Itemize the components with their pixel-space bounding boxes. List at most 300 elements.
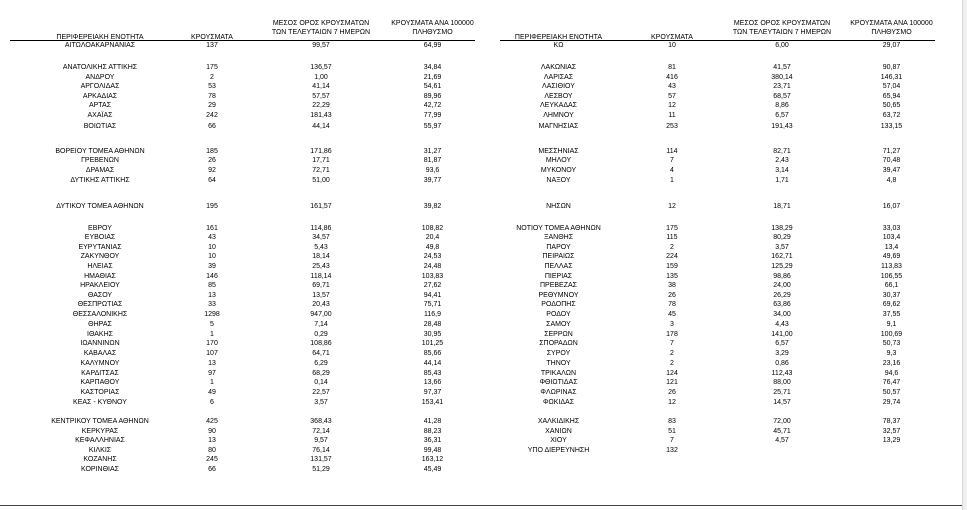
- region-name: ΜΕΣΣΗΝΙΑΣ: [538, 148, 579, 155]
- cases-per-100k-value: 57,04: [882, 83, 901, 90]
- cases-per-100k-value: 27,62: [423, 282, 442, 289]
- region-name: ΡΟΔΟΥ: [546, 311, 571, 318]
- cases-per-100k-value: 37,55: [882, 311, 901, 318]
- cases-value: 39: [208, 263, 216, 270]
- cases-value: 83: [668, 418, 676, 425]
- region-name: ΑΡΤΑΣ: [88, 102, 112, 109]
- region-name: ΚΑΒΑΛΑΣ: [83, 350, 117, 357]
- cases-per-100k-value: 103,83: [421, 273, 444, 280]
- cases-value: 1: [210, 331, 214, 338]
- region-name: ΚΑΛΥΜΝΟΥ: [80, 360, 120, 367]
- cases-per-100k-value: 66,1: [884, 282, 899, 289]
- cases-value: 1: [210, 379, 214, 386]
- avg-7day-value: 25,43: [312, 263, 330, 270]
- cases-per-100k-value: 29,07: [882, 42, 901, 49]
- avg-7day-value: 64,71: [312, 350, 330, 357]
- cases-value: 64: [208, 177, 216, 184]
- cases-value: 81: [668, 64, 676, 71]
- cases-value: 7: [670, 157, 674, 164]
- region-name: ΚΑΡΔΙΤΣΑΣ: [81, 370, 119, 377]
- cases-value: 245: [206, 456, 218, 463]
- cases-per-100k-value: 89,96: [423, 93, 442, 100]
- avg-7day-value: 20,43: [312, 301, 330, 308]
- cases-per-100k-value: 88,23: [423, 428, 442, 435]
- avg-7day-value: 45,71: [773, 428, 791, 435]
- avg-7day-value: 108,86: [310, 340, 332, 347]
- cases-value: 2: [670, 244, 674, 251]
- avg-7day-value: 3,14: [775, 167, 789, 174]
- bottom-rule: [0, 505, 967, 506]
- cases-per-100k-value: 101,25: [421, 340, 444, 347]
- cases-per-100k-value: 42,72: [423, 102, 442, 109]
- region-name: ΖΑΚΥΝΘΟΥ: [80, 253, 120, 260]
- cases-per-100k-value: 9,1: [886, 321, 897, 328]
- region-name: ΒΟΡΕΙΟΥ ΤΟΜΕΑ ΑΘΗΝΩΝ: [55, 148, 145, 155]
- avg-7day-value: 13,57: [312, 292, 330, 299]
- avg-7day-value: 125,29: [771, 263, 793, 270]
- cases-per-100k-value: 113,83: [881, 263, 902, 270]
- cases-per-100k-value: 24,53: [423, 253, 442, 260]
- avg-7day-value: 57,57: [312, 93, 330, 100]
- cases-value: 85: [208, 282, 216, 289]
- cases-per-100k-value: 100,69: [880, 331, 903, 338]
- header-region: ΠΕΡΙΦΕΡΕΙΑΚΗ ΕΝΟΤΗΤΑ: [56, 34, 144, 41]
- avg-7day-value: 7,14: [314, 321, 328, 328]
- region-name: ΕΥΒΟΙΑΣ: [84, 234, 116, 241]
- region-name: ΛΑΚΩΝΙΑΣ: [540, 64, 577, 71]
- header-region: ΠΕΡΙΦΕΡΕΙΑΚΗ ΕΝΟΤΗΤΑ: [514, 34, 603, 41]
- avg-7day-value: 69,71: [312, 282, 330, 289]
- cases-per-100k-value: 39,82: [423, 203, 442, 210]
- cases-value: 43: [668, 83, 676, 90]
- region-name: ΘΕΣΣΑΛΟΝΙΚΗΣ: [72, 311, 128, 318]
- avg-7day-value: 17,71: [312, 157, 330, 164]
- avg-7day-value: 18,14: [312, 253, 330, 260]
- avg-7day-value: 3,57: [775, 244, 789, 251]
- cases-value: 137: [206, 42, 218, 49]
- region-name: ΧΑΛΚΙΔΙΚΗΣ: [537, 418, 580, 425]
- cases-value: 161: [206, 225, 218, 232]
- cases-value: 224: [666, 253, 678, 260]
- region-name: ΚΕΑΣ - ΚΥΘΝΟΥ: [73, 399, 127, 406]
- region-name: ΘΑΣΟΥ: [87, 292, 113, 299]
- region-name: ΑΧΑΪΑΣ: [87, 112, 113, 119]
- cases-value: 253: [666, 123, 678, 130]
- avg-7day-value: 0,29: [314, 331, 328, 338]
- cases-per-100k-value: 50,65: [882, 102, 901, 109]
- cases-per-100k-value: 41,28: [423, 418, 442, 425]
- cases-value: 7: [670, 437, 674, 444]
- region-name: ΛΑΡΙΣΑΣ: [543, 74, 574, 81]
- region-name: ΝΗΣΩΝ: [546, 203, 571, 210]
- cases-per-100k-value: 50,57: [882, 389, 901, 396]
- region-name: ΡΟΔΟΠΗΣ: [541, 301, 576, 308]
- cases-per-100k-value: 85,43: [423, 370, 442, 377]
- cases-value: 13: [208, 360, 216, 367]
- cases-per-100k-value: 31,27: [423, 148, 442, 155]
- cases-value: 97: [208, 370, 216, 377]
- cases-per-100k-value: 78,37: [882, 418, 901, 425]
- cases-per-100k-value: 116,9: [424, 311, 441, 318]
- avg-7day-value: 22,29: [312, 102, 330, 109]
- cases-value: 2: [210, 74, 214, 81]
- avg-7day-value: 72,00: [773, 418, 791, 425]
- cases-per-100k-value: 108,82: [421, 225, 444, 232]
- region-name: ΚΩ: [553, 42, 564, 49]
- avg-7day-value: 8,86: [775, 102, 789, 109]
- avg-7day-value: 41,57: [773, 64, 791, 71]
- cases-value: 107: [206, 350, 218, 357]
- avg-7day-value: 191,43: [771, 123, 793, 130]
- cases-value: 1298: [204, 311, 220, 318]
- region-name: ΠΑΡΟΥ: [546, 244, 571, 251]
- avg-7day-value: 138,29: [771, 225, 793, 232]
- cases-per-100k-value: 63,72: [882, 112, 901, 119]
- cases-value: 33: [208, 301, 216, 308]
- region-name: ΒΟΙΩΤΙΑΣ: [83, 123, 117, 130]
- cases-value: 13: [208, 292, 216, 299]
- cases-per-100k-value: 153,41: [421, 399, 444, 406]
- region-name: ΜΗΛΟΥ: [545, 157, 572, 164]
- region-name: ΦΩΚΙΔΑΣ: [542, 399, 575, 406]
- region-name: ΠΕΛΛΑΣ: [544, 263, 573, 270]
- avg-7day-value: 14,57: [773, 399, 791, 406]
- avg-7day-value: 68,57: [773, 93, 791, 100]
- avg-7day-value: 6,57: [775, 340, 789, 347]
- avg-7day-value: 9,57: [314, 437, 328, 444]
- avg-7day-value: 82,71: [773, 148, 791, 155]
- region-name: ΛΕΥΚΑΔΑΣ: [539, 102, 578, 109]
- avg-7day-value: 99,57: [312, 42, 330, 49]
- avg-7day-value: 72,71: [312, 167, 330, 174]
- avg-7day-value: 72,14: [312, 428, 330, 435]
- avg-7day-value: 136,57: [310, 64, 332, 71]
- avg-7day-value: 114,86: [310, 225, 332, 232]
- region-name: ΚΑΡΠΑΘΟΥ: [80, 379, 120, 386]
- cases-per-100k-value: 4,8: [886, 177, 897, 184]
- avg-7day-value: 18,71: [773, 203, 791, 210]
- avg-7day-value: 1,71: [775, 177, 789, 184]
- region-name: ΦΛΩΡΙΝΑΣ: [540, 389, 577, 396]
- cases-per-100k-value: 23,16: [882, 360, 901, 367]
- avg-7day-value: 3,57: [314, 399, 328, 406]
- region-name: ΥΠΟ ΔΙΕΡΕΥΝΗΣΗ: [527, 447, 590, 454]
- header-per-line1: ΚΡΟΥΣΜΑΤΑ ΑΝΑ 100000: [850, 20, 933, 27]
- region-name: ΦΘΙΩΤΙΔΑΣ: [539, 379, 578, 386]
- region-name: ΗΡΑΚΛΕΙΟΥ: [80, 282, 120, 289]
- cases-per-100k-value: 45,49: [423, 466, 442, 473]
- cases-value: 78: [208, 93, 216, 100]
- cases-value: 12: [668, 102, 676, 109]
- avg-7day-value: 380,14: [771, 74, 793, 81]
- avg-7day-value: 80,29: [773, 234, 791, 241]
- region-name: ΑΡΚΑΔΙΑΣ: [82, 93, 118, 100]
- cases-value: 10: [208, 244, 216, 251]
- cases-per-100k-value: 33,03: [882, 225, 901, 232]
- cases-per-100k-value: 13,66: [423, 379, 442, 386]
- cases-per-100k-value: 103,4: [882, 234, 901, 241]
- cases-value: 242: [206, 112, 218, 119]
- header-per-line2: ΠΛΗΘΥΣΜΟ: [412, 29, 453, 36]
- avg-7day-value: 1,00: [314, 74, 328, 81]
- cases-per-100k-value: 77,99: [423, 112, 442, 119]
- cases-per-100k-value: 90,87: [882, 64, 901, 71]
- cases-value: 10: [668, 42, 676, 49]
- avg-7day-value: 24,00: [773, 282, 791, 289]
- region-name: ΝΟΤΙΟΥ ΤΟΜΕΑ ΑΘΗΝΩΝ: [516, 225, 601, 232]
- cases-per-100k-value: 9,3: [886, 350, 897, 357]
- avg-7day-value: 98,86: [773, 273, 791, 280]
- cases-per-100k-value: 94,6: [884, 370, 899, 377]
- region-name: ΓΡΕΒΕΝΩΝ: [81, 157, 119, 164]
- region-name: ΚΕΡΚΥΡΑΣ: [81, 428, 119, 435]
- avg-7day-value: 2,43: [775, 157, 789, 164]
- avg-7day-value: 181,43: [310, 112, 332, 119]
- region-name: ΘΗΡΑΣ: [88, 321, 112, 328]
- region-name: ΗΜΑΘΙΑΣ: [84, 273, 116, 280]
- region-name: ΞΑΝΘΗΣ: [543, 234, 574, 241]
- cases-per-100k-value: 24,48: [423, 263, 442, 270]
- cases-per-100k-value: 94,41: [423, 292, 442, 299]
- cases-per-100k-value: 99,48: [423, 447, 442, 454]
- cases-per-100k-value: 49,69: [882, 253, 901, 260]
- avg-7day-value: 4,57: [775, 437, 789, 444]
- avg-7day-value: 131,57: [310, 456, 332, 463]
- cases-per-100k-value: 28,48: [423, 321, 442, 328]
- cases-per-100k-value: 81,87: [423, 157, 442, 164]
- cases-per-100k-value: 39,47: [882, 167, 901, 174]
- cases-value: 175: [666, 225, 678, 232]
- avg-7day-value: 6,57: [775, 112, 789, 119]
- avg-7day-value: 6,00: [775, 42, 789, 49]
- avg-7day-value: 5,43: [314, 244, 328, 251]
- header-avg-line2: ΤΩΝ ΤΕΛΕΥΤΑΙΩΝ 7 ΗΜΕΡΩΝ: [271, 29, 371, 36]
- cases-per-100k-value: 29,74: [882, 399, 901, 406]
- cases-per-100k-value: 20,4: [425, 234, 440, 241]
- region-name: ΘΕΣΠΡΩΤΙΑΣ: [77, 301, 123, 308]
- cases-value: 195: [206, 203, 218, 210]
- region-name: ΔΡΑΜΑΣ: [85, 167, 115, 174]
- region-name: ΛΕΣΒΟΥ: [544, 93, 573, 100]
- avg-7day-value: 26,29: [773, 292, 791, 299]
- avg-7day-value: 23,71: [773, 83, 791, 90]
- cases-value: 178: [666, 331, 678, 338]
- cases-per-100k-value: 55,97: [423, 123, 442, 130]
- region-name: ΚΙΛΚΙΣ: [88, 447, 112, 454]
- cases-per-100k-value: 163,12: [421, 456, 444, 463]
- cases-value: 2: [670, 350, 674, 357]
- cases-value: 53: [208, 83, 216, 90]
- avg-7day-value: 141,00: [771, 331, 793, 338]
- header-per-line2: ΠΛΗΘΥΣΜΟ: [871, 29, 912, 36]
- region-name: ΙΘΑΚΗΣ: [87, 331, 113, 338]
- avg-7day-value: 947,00: [310, 311, 332, 318]
- avg-7day-value: 0,14: [314, 379, 328, 386]
- cases-per-100k-value: 75,71: [423, 301, 442, 308]
- avg-7day-value: 171,86: [310, 148, 332, 155]
- avg-7day-value: 44,14: [312, 123, 330, 130]
- cases-value: 124: [666, 370, 678, 377]
- cases-value: 10: [208, 253, 216, 260]
- cases-value: 78: [668, 301, 676, 308]
- cases-value: 11: [668, 112, 676, 119]
- cases-per-100k-value: 97,37: [423, 389, 442, 396]
- cases-per-100k-value: 65,94: [882, 93, 901, 100]
- avg-7day-value: 6,29: [314, 360, 328, 367]
- cases-value: 135: [666, 273, 678, 280]
- cases-per-100k-value: 13,29: [882, 437, 901, 444]
- region-name: ΔΥΤΙΚΗΣ ΑΤΤΙΚΗΣ: [70, 177, 130, 184]
- cases-per-100k-value: 50,73: [882, 340, 901, 347]
- avg-7day-value: 34,57: [312, 234, 330, 241]
- cases-per-100k-value: 106,55: [880, 273, 903, 280]
- cases-per-100k-value: 32,57: [882, 428, 901, 435]
- cases-value: 92: [208, 167, 216, 174]
- cases-value: 29: [208, 102, 216, 109]
- region-name: ΣΥΡΟΥ: [546, 350, 571, 357]
- region-name: ΚΟΖΑΝΗΣ: [83, 456, 117, 463]
- avg-7day-value: 34,00: [773, 311, 791, 318]
- avg-7day-value: 41,14: [312, 83, 330, 90]
- cases-value: 13: [208, 437, 216, 444]
- cases-value: 38: [668, 282, 676, 289]
- region-name: ΧΑΝΙΩΝ: [545, 428, 572, 435]
- region-name: ΑΙΤΩΛΟΑΚΑΡΝΑΝΙΑΣ: [64, 42, 136, 49]
- cases-per-100k-value: 13,4: [884, 244, 899, 251]
- cases-value: 185: [206, 148, 218, 155]
- region-name: ΣΑΜΟΥ: [546, 321, 571, 328]
- cases-per-100k-value: 49,8: [425, 244, 440, 251]
- header-avg-line1: ΜΕΣΟΣ ΟΡΟΣ ΚΡΟΥΣΜΑΤΩΝ: [272, 20, 370, 27]
- region-name: ΧΙΟΥ: [550, 437, 567, 444]
- cases-value: 43: [208, 234, 216, 241]
- region-name: ΚΑΣΤΟΡΙΑΣ: [80, 389, 120, 396]
- header-avg-line2: ΤΩΝ ΤΕΛΕΥΤΑΙΩΝ 7 ΗΜΕΡΩΝ: [732, 29, 832, 36]
- region-name: ΚΟΡΙΝΘΙΑΣ: [81, 466, 119, 473]
- cases-per-100k-value: 21,69: [423, 74, 442, 81]
- avg-7day-value: 25,71: [773, 389, 791, 396]
- header-avg-line1: ΜΕΣΟΣ ΟΡΟΣ ΚΡΟΥΣΜΑΤΩΝ: [733, 20, 831, 27]
- cases-value: 6: [210, 399, 214, 406]
- cases-value: 121: [666, 379, 678, 386]
- cases-value: 45: [668, 311, 676, 318]
- region-name: ΠΕΙΡΑΙΩΣ: [542, 253, 575, 260]
- region-name: ΚΕΝΤΡΙΚΟΥ ΤΟΜΕΑ ΑΘΗΝΩΝ: [51, 418, 149, 425]
- cases-value: 66: [208, 466, 216, 473]
- cases-value: 3: [670, 321, 674, 328]
- region-name: ΤΡΙΚΑΛΩΝ: [540, 370, 577, 377]
- cases-value: 26: [208, 157, 216, 164]
- cases-per-100k-value: 133,15: [880, 123, 903, 130]
- region-name: ΑΡΓΟΛΙΔΑΣ: [80, 83, 120, 90]
- cases-per-100k-value: 34,84: [423, 64, 442, 71]
- region-name: ΔΥΤΙΚΟΥ ΤΟΜΕΑ ΑΘΗΝΩΝ: [56, 203, 144, 210]
- region-name: ΑΝΑΤΟΛΙΚΗΣ ΑΤΤΙΚΗΣ: [62, 64, 138, 71]
- region-name: ΣΕΡΡΩΝ: [544, 331, 573, 338]
- cases-value: 5: [210, 321, 214, 328]
- region-name: ΕΥΡΥΤΑΝΙΑΣ: [78, 244, 122, 251]
- cases-per-100k-value: 71,27: [882, 148, 901, 155]
- cases-value: 26: [668, 292, 676, 299]
- cases-value: 425: [206, 418, 218, 425]
- cases-value: 7: [670, 340, 674, 347]
- region-name: ΡΕΘΥΜΝΟΥ: [538, 292, 579, 299]
- cases-value: 26: [668, 389, 676, 396]
- avg-7day-value: 368,43: [310, 418, 332, 425]
- cases-per-100k-value: 30,95: [423, 331, 442, 338]
- cases-value: 146: [206, 273, 218, 280]
- region-name: ΠΙΕΡΙΑΣ: [544, 273, 573, 280]
- header-underline: [10, 40, 475, 41]
- region-name: ΚΕΦΑΛΛΗΝΙΑΣ: [75, 437, 125, 444]
- region-name: ΛΑΣΙΘΙΟΥ: [542, 83, 575, 90]
- cases-per-100k-value: 69,62: [882, 301, 901, 308]
- avg-7day-value: 118,14: [310, 273, 332, 280]
- region-name: ΙΩΑΝΝΙΝΩΝ: [80, 340, 120, 347]
- avg-7day-value: 0,86: [775, 360, 789, 367]
- cases-value: 115: [666, 234, 678, 241]
- avg-7day-value: 161,57: [310, 203, 332, 210]
- avg-7day-value: 76,14: [312, 447, 330, 454]
- cases-value: 49: [208, 389, 216, 396]
- cases-per-100k-value: 76,47: [882, 379, 901, 386]
- header-per-line1: ΚΡΟΥΣΜΑΤΑ ΑΝΑ 100000: [391, 20, 474, 27]
- avg-7day-value: 4,43: [775, 321, 789, 328]
- cases-per-100k-value: 44,14: [423, 360, 442, 367]
- cases-per-100k-value: 70,48: [882, 157, 901, 164]
- cases-value: 170: [206, 340, 218, 347]
- cases-value: 416: [666, 74, 678, 81]
- cases-per-100k-value: 16,07: [882, 203, 901, 210]
- cases-value: 51: [668, 428, 676, 435]
- cases-per-100k-value: 30,37: [882, 292, 901, 299]
- avg-7day-value: 88,00: [773, 379, 791, 386]
- cases-value: 132: [666, 447, 678, 454]
- header-cases: ΚΡΟΥΣΜΑΤΑ: [651, 34, 693, 41]
- cases-per-100k-value: 39,77: [423, 177, 442, 184]
- cases-value: 80: [208, 447, 216, 454]
- avg-7day-value: 63,86: [773, 301, 791, 308]
- cases-value: 175: [206, 64, 218, 71]
- cases-per-100k-value: 85,66: [423, 350, 442, 357]
- scroll-edge: [962, 0, 967, 510]
- avg-7day-value: 68,29: [312, 370, 330, 377]
- region-name: ΜΥΚΟΝΟΥ: [540, 167, 577, 174]
- cases-value: 2: [670, 360, 674, 367]
- cases-value: 114: [666, 148, 678, 155]
- cases-value: 12: [668, 203, 676, 210]
- cases-per-100k-value: 64,99: [423, 42, 442, 49]
- avg-7day-value: 112,43: [771, 370, 793, 377]
- avg-7day-value: 51,00: [312, 177, 330, 184]
- region-name: ΣΠΟΡΑΔΩΝ: [539, 340, 578, 347]
- cases-value: 66: [208, 123, 216, 130]
- cases-value: 159: [666, 263, 678, 270]
- header-underline: [500, 40, 935, 41]
- region-name: ΕΒΡΟΥ: [88, 225, 112, 232]
- cases-per-100k-value: 54,61: [423, 83, 442, 90]
- cases-per-100k-value: 93,6: [425, 167, 440, 174]
- cases-per-100k-value: 36,31: [423, 437, 442, 444]
- avg-7day-value: 22,57: [312, 389, 330, 396]
- cases-value: 90: [208, 428, 216, 435]
- avg-7day-value: 3,29: [775, 350, 789, 357]
- region-name: ΠΡΕΒΕΖΑΣ: [539, 282, 577, 289]
- cases-value: 1: [670, 177, 674, 184]
- avg-7day-value: 162,71: [771, 253, 793, 260]
- cases-per-100k-value: 146,31: [880, 74, 903, 81]
- region-name: ΤΗΝΟΥ: [546, 360, 571, 367]
